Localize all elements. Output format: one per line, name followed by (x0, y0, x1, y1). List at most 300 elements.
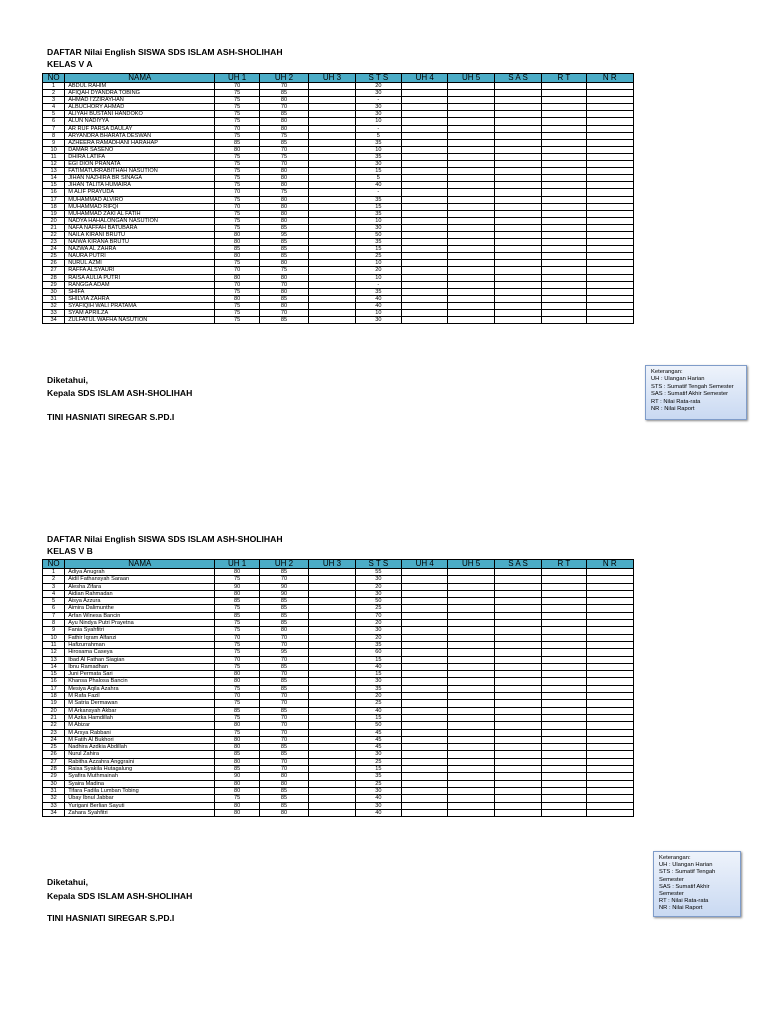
table-row (43, 583, 634, 590)
score-cell: 85 (259, 751, 308, 758)
score-cell (586, 153, 633, 160)
score-cell: 15 (355, 168, 401, 175)
score-cell (402, 153, 448, 160)
student-name-cell: Yurigani Berlian Sayuti (65, 802, 215, 809)
score-cell (448, 795, 494, 802)
score-cell (448, 663, 494, 670)
score-cell (402, 576, 448, 583)
student-name-cell: Khansa Phalosa Bancin (65, 678, 215, 685)
score-cell (448, 678, 494, 685)
score-cell: 35 (355, 239, 401, 246)
score-cell: 70 (215, 281, 259, 288)
score-cell: 75 (215, 224, 259, 231)
row-number-cell: 33 (43, 310, 65, 317)
score-cell (448, 641, 494, 648)
score-cell: 75 (215, 700, 259, 707)
score-cell (542, 246, 586, 253)
score-cell (494, 274, 541, 281)
score-cell (494, 649, 541, 656)
score-cell (402, 246, 448, 253)
table-row (43, 97, 634, 104)
student-name-cell: Aidian Rahmadan (65, 590, 215, 597)
score-cell (309, 295, 355, 302)
score-cell: 85 (259, 620, 308, 627)
score-cell (494, 685, 541, 692)
table-row (43, 168, 634, 175)
row-number-cell: 7 (43, 125, 65, 132)
score-cell (494, 787, 541, 794)
score-cell: 25 (355, 758, 401, 765)
table-row (43, 231, 634, 238)
score-cell (542, 274, 586, 281)
score-cell (309, 90, 355, 97)
column-header: S T S (355, 560, 401, 569)
score-cell (586, 231, 633, 238)
score-cell (309, 153, 355, 160)
score-cell (494, 253, 541, 260)
score-cell (402, 260, 448, 267)
score-cell (402, 132, 448, 139)
score-cell (494, 641, 541, 648)
score-cell (448, 253, 494, 260)
score-cell (309, 714, 355, 721)
row-number-cell: 12 (43, 649, 65, 656)
score-cell (542, 773, 586, 780)
score-cell: 70 (215, 83, 259, 90)
student-name-cell: Syaira Madina (65, 780, 215, 787)
row-number-cell: 2 (43, 576, 65, 583)
score-cell (494, 83, 541, 90)
student-name-cell: Fania Syahfitri (65, 627, 215, 634)
score-cell (542, 288, 586, 295)
score-cell: 75 (215, 118, 259, 125)
score-cell (542, 132, 586, 139)
student-name-cell: RANGGA ADAM (65, 281, 215, 288)
score-cell (448, 281, 494, 288)
score-cell (494, 139, 541, 146)
score-cell: 70 (259, 634, 308, 641)
score-cell (586, 111, 633, 118)
score-cell (494, 125, 541, 132)
score-cell (402, 787, 448, 794)
column-header: NAMA (65, 74, 215, 83)
score-cell (586, 780, 633, 787)
score-cell (448, 569, 494, 576)
score-cell (542, 656, 586, 663)
score-cell (402, 90, 448, 97)
score-cell (309, 111, 355, 118)
score-cell (494, 671, 541, 678)
score-cell: 70 (259, 104, 308, 111)
score-cell (402, 663, 448, 670)
score-cell: 75 (215, 210, 259, 217)
score-cell: 75 (215, 795, 259, 802)
score-cell (542, 576, 586, 583)
score-cell: 80 (259, 780, 308, 787)
score-cell (448, 707, 494, 714)
score-cell (309, 210, 355, 217)
score-cell: 30 (355, 111, 401, 118)
student-name-cell: Ibad Al Fathan Siagian (65, 656, 215, 663)
score-cell (309, 175, 355, 182)
score-cell (448, 231, 494, 238)
score-cell: 30 (355, 317, 401, 324)
legend-item: STS : Sumatif Tengah Semester (651, 383, 734, 390)
score-cell (309, 239, 355, 246)
score-cell (402, 729, 448, 736)
score-cell (448, 90, 494, 97)
score-cell: 30 (355, 787, 401, 794)
row-number-cell: 16 (43, 678, 65, 685)
student-name-cell: Mesiya Aqila Azahra (65, 685, 215, 692)
student-name-cell: M Fatih Al Bukhori (65, 736, 215, 743)
legend-item: UH : Ulangan Harian (651, 376, 705, 383)
score-cell (542, 317, 586, 324)
score-cell (542, 203, 586, 210)
section-a-class: KELAS V A (47, 59, 93, 69)
score-cell (402, 175, 448, 182)
score-cell: 75 (215, 182, 259, 189)
column-header: UH 2 (259, 560, 308, 569)
table-row (43, 569, 634, 576)
score-cell (448, 246, 494, 253)
score-cell (542, 780, 586, 787)
score-cell (309, 224, 355, 231)
table-row (43, 663, 634, 670)
score-cell (494, 104, 541, 111)
score-cell (448, 310, 494, 317)
principal-name-b: TINI HASNIATI SIREGAR S.PD.I (47, 913, 175, 923)
score-cell: 85 (215, 598, 259, 605)
score-cell (542, 267, 586, 274)
score-cell (542, 605, 586, 612)
row-number-cell: 4 (43, 590, 65, 597)
score-cell (448, 267, 494, 274)
table-row (43, 780, 634, 787)
score-cell: 75 (215, 288, 259, 295)
score-cell: 20 (355, 583, 401, 590)
score-cell: 75 (215, 132, 259, 139)
score-cell (586, 182, 633, 189)
score-cell (448, 317, 494, 324)
score-cell (402, 802, 448, 809)
score-cell: 30 (355, 104, 401, 111)
student-name-cell: RAFFA ALSYAURI (65, 267, 215, 274)
score-cell (402, 736, 448, 743)
legend-item: RT : Nilai Rata-rata (659, 898, 709, 905)
student-name-cell: M Arsya Rabbani (65, 729, 215, 736)
score-cell (586, 118, 633, 125)
score-cell (448, 620, 494, 627)
score-cell (402, 189, 448, 196)
score-cell (494, 239, 541, 246)
score-cell (402, 139, 448, 146)
student-name-cell: ALUN NADIYYA (65, 118, 215, 125)
score-cell (586, 239, 633, 246)
score-cell: 80 (259, 274, 308, 281)
score-cell (309, 685, 355, 692)
score-cell: 35 (355, 153, 401, 160)
row-number-cell: 33 (43, 802, 65, 809)
score-cell (494, 175, 541, 182)
student-name-cell: EGI DION PRANATA (65, 161, 215, 168)
score-cell (586, 83, 633, 90)
score-cell: 80 (215, 146, 259, 153)
score-cell: 80 (215, 758, 259, 765)
student-name-cell: NURUL AZMI (65, 260, 215, 267)
row-number-cell: 28 (43, 766, 65, 773)
score-cell (494, 111, 541, 118)
table-row (43, 795, 634, 802)
student-name-cell: ABDUL RAHIM (65, 83, 215, 90)
score-cell: 35 (355, 288, 401, 295)
score-cell (494, 203, 541, 210)
score-cell (542, 634, 586, 641)
row-number-cell: 17 (43, 196, 65, 203)
score-cell: 80 (259, 288, 308, 295)
score-cell (402, 780, 448, 787)
score-cell (309, 612, 355, 619)
score-cell: 85 (215, 751, 259, 758)
score-cell (586, 302, 633, 309)
table-row (43, 310, 634, 317)
score-cell (309, 671, 355, 678)
score-cell (586, 802, 633, 809)
score-cell (542, 295, 586, 302)
score-cell: 25 (355, 605, 401, 612)
score-cell (309, 620, 355, 627)
score-cell (586, 217, 633, 224)
score-cell (586, 700, 633, 707)
score-cell (309, 246, 355, 253)
score-cell (402, 97, 448, 104)
table-row (43, 649, 634, 656)
score-cell: - (355, 281, 401, 288)
score-cell: 50 (355, 722, 401, 729)
score-cell (542, 239, 586, 246)
score-cell (494, 809, 541, 816)
score-cell (586, 605, 633, 612)
score-cell (448, 139, 494, 146)
row-number-cell: 23 (43, 239, 65, 246)
student-name-cell: Ayu Nindya Putri Prayetna (65, 620, 215, 627)
score-cell (309, 641, 355, 648)
score-cell: 75 (215, 649, 259, 656)
score-cell (542, 310, 586, 317)
score-cell: 10 (355, 310, 401, 317)
score-cell: 75 (215, 168, 259, 175)
score-cell (309, 161, 355, 168)
score-cell: 40 (355, 795, 401, 802)
score-cell: 70 (259, 766, 308, 773)
row-number-cell: 18 (43, 203, 65, 210)
row-number-cell: 17 (43, 685, 65, 692)
student-name-cell: M Arkansyah Akbar (65, 707, 215, 714)
score-cell: 85 (259, 678, 308, 685)
score-cell (542, 641, 586, 648)
student-name-cell: ALIYAH BUSTANI HANDOKO (65, 111, 215, 118)
score-cell (448, 612, 494, 619)
score-cell (494, 627, 541, 634)
column-header: UH 2 (259, 74, 308, 83)
score-cell (402, 302, 448, 309)
student-name-cell: Syafira Muthmainah (65, 773, 215, 780)
legend-box-a (645, 365, 747, 420)
score-cell (448, 111, 494, 118)
row-number-cell: 9 (43, 139, 65, 146)
student-name-cell: SYAFIQIH WALI PRATAMA (65, 302, 215, 309)
student-name-cell: ARYANDRA BHARATA DESWAN (65, 132, 215, 139)
row-number-cell: 27 (43, 758, 65, 765)
score-cell: 85 (259, 744, 308, 751)
student-name-cell: ALBUCHORY AHMAD (65, 104, 215, 111)
score-cell (494, 729, 541, 736)
table-row (43, 766, 634, 773)
score-cell: 85 (259, 787, 308, 794)
student-name-cell: Ibnu Ramadhan (65, 663, 215, 670)
student-name-cell: Alesha Zifara (65, 583, 215, 590)
score-cell (448, 729, 494, 736)
student-name-cell: NAURA PUTRI (65, 253, 215, 260)
score-cell (586, 189, 633, 196)
score-cell: 80 (259, 809, 308, 816)
score-cell (494, 288, 541, 295)
score-cell: 80 (215, 239, 259, 246)
score-cell (309, 758, 355, 765)
score-cell: 30 (355, 224, 401, 231)
column-header: UH 3 (309, 74, 355, 83)
score-cell: 70 (259, 576, 308, 583)
column-header: UH 5 (448, 74, 494, 83)
score-cell (402, 239, 448, 246)
score-cell (309, 317, 355, 324)
score-cell (448, 722, 494, 729)
table-body (43, 569, 634, 817)
score-cell (586, 210, 633, 217)
score-cell (309, 656, 355, 663)
table-row (43, 118, 634, 125)
score-cell: 55 (355, 569, 401, 576)
score-cell (448, 146, 494, 153)
student-name-cell: Nurul Zahira (65, 751, 215, 758)
student-name-cell: JIHAN NAZHIRA BR SINAGA (65, 175, 215, 182)
score-cell (309, 773, 355, 780)
score-cell: 80 (259, 217, 308, 224)
row-number-cell: 12 (43, 161, 65, 168)
score-cell (402, 773, 448, 780)
score-cell: 40 (355, 809, 401, 816)
score-cell (586, 583, 633, 590)
score-cell: 85 (259, 707, 308, 714)
table-row (43, 714, 634, 721)
score-cell: 35 (355, 773, 401, 780)
score-cell (448, 766, 494, 773)
score-cell (402, 569, 448, 576)
table-row (43, 685, 634, 692)
score-cell (586, 196, 633, 203)
score-cell: 75 (215, 104, 259, 111)
score-cell (494, 189, 541, 196)
student-name-cell: MUHAMMAD ZAKI AL FATIH (65, 210, 215, 217)
score-cell (448, 302, 494, 309)
score-cell: 80 (215, 780, 259, 787)
table-row (43, 224, 634, 231)
score-cell (402, 210, 448, 217)
row-number-cell: 13 (43, 168, 65, 175)
row-number-cell: 11 (43, 641, 65, 648)
score-cell: 40 (355, 182, 401, 189)
student-name-cell: M Azka Hamdillah (65, 714, 215, 721)
score-cell: 70 (215, 693, 259, 700)
legend-item: SAS : Sumatif Akhir Semester (651, 391, 728, 398)
score-cell (494, 161, 541, 168)
score-cell (448, 239, 494, 246)
score-cell: 75 (215, 663, 259, 670)
score-cell (448, 125, 494, 132)
table-row (43, 111, 634, 118)
score-cell (586, 620, 633, 627)
score-cell (586, 317, 633, 324)
score-cell (402, 707, 448, 714)
score-cell (494, 744, 541, 751)
score-cell (309, 780, 355, 787)
score-cell (402, 649, 448, 656)
score-cell (542, 139, 586, 146)
row-number-cell: 14 (43, 663, 65, 670)
score-cell (448, 590, 494, 597)
score-cell (586, 125, 633, 132)
score-cell: 80 (215, 744, 259, 751)
score-cell (494, 317, 541, 324)
score-cell: 10 (355, 146, 401, 153)
score-cell (542, 693, 586, 700)
score-cell: 75 (215, 641, 259, 648)
score-cell: 75 (215, 729, 259, 736)
student-name-cell: Aisya Azzura (65, 598, 215, 605)
score-cell (542, 795, 586, 802)
score-cell (448, 671, 494, 678)
score-cell (542, 729, 586, 736)
score-cell (402, 598, 448, 605)
score-cell (494, 182, 541, 189)
score-cell (309, 182, 355, 189)
score-cell (494, 656, 541, 663)
student-name-cell: NAIWA KIRANA BRUTU (65, 239, 215, 246)
score-cell: 85 (259, 246, 308, 253)
score-cell (542, 620, 586, 627)
table-row (43, 736, 634, 743)
score-cell (542, 751, 586, 758)
score-cell (309, 267, 355, 274)
score-cell: 35 (355, 641, 401, 648)
score-cell: 70 (215, 656, 259, 663)
score-cell (586, 758, 633, 765)
score-cell (494, 714, 541, 721)
row-number-cell: 1 (43, 83, 65, 90)
score-cell (448, 780, 494, 787)
score-cell (309, 744, 355, 751)
score-cell: 90 (259, 590, 308, 597)
score-cell (494, 295, 541, 302)
score-cell: 85 (259, 90, 308, 97)
student-name-cell: Raisa Syakila Hutagalung (65, 766, 215, 773)
score-cell: 15 (355, 656, 401, 663)
score-cell (494, 780, 541, 787)
grade-table-b (42, 559, 634, 817)
score-cell (542, 649, 586, 656)
score-cell (494, 707, 541, 714)
score-cell (586, 295, 633, 302)
